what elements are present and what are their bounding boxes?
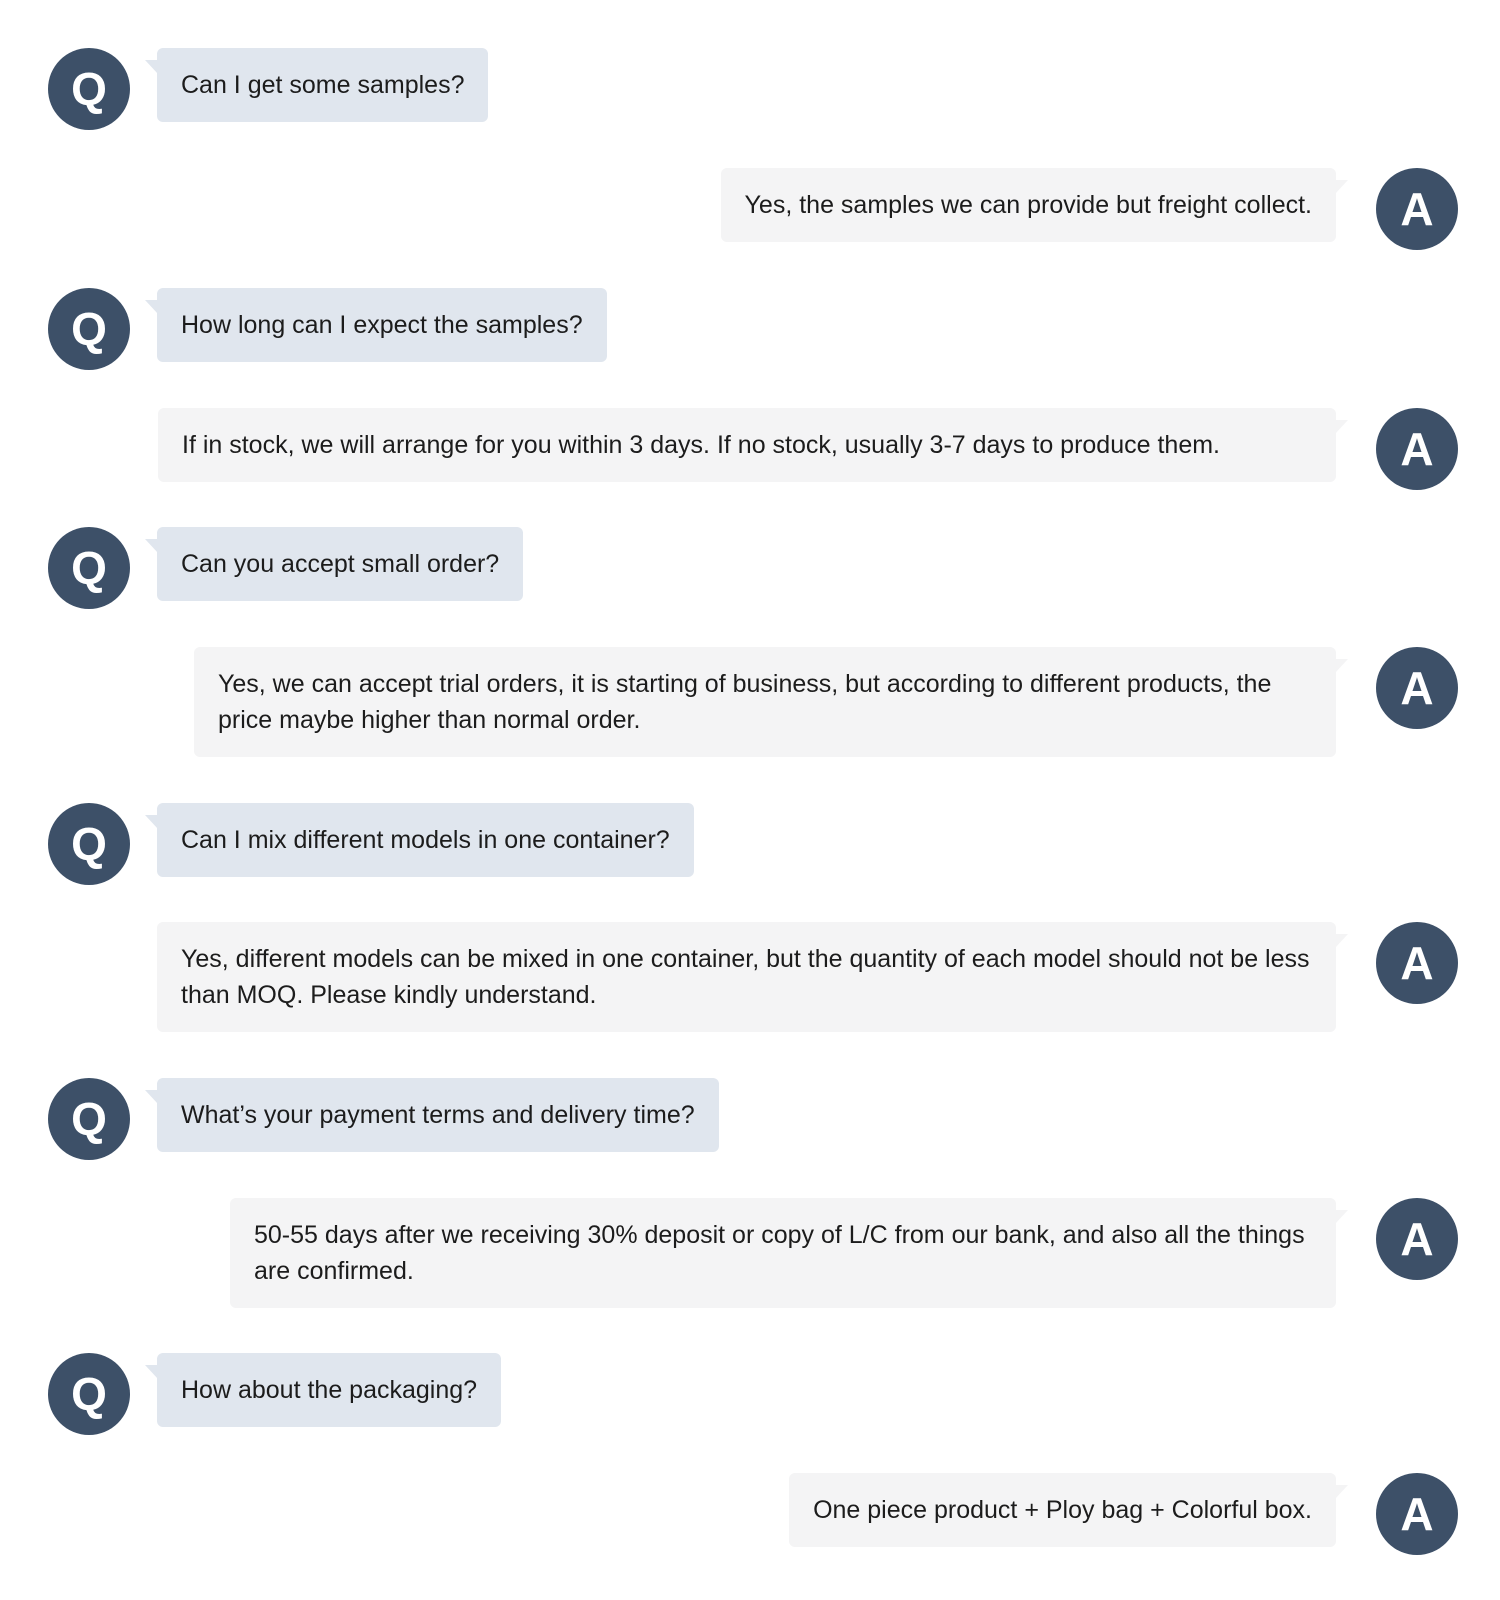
question-avatar: Q xyxy=(48,1078,130,1160)
answer-avatar: A xyxy=(1376,408,1458,490)
question-avatar: Q xyxy=(48,288,130,370)
question-bubble: Can you accept small order? xyxy=(157,527,523,601)
answer-avatar: A xyxy=(1376,647,1458,729)
question-bubble: Can I mix different models in one container? xyxy=(157,803,694,877)
question-avatar: Q xyxy=(48,527,130,609)
question-avatar: Q xyxy=(48,803,130,885)
answer-bubble: Yes, we can accept trial orders, it is starting of business, but according to different products, the price maybe higher than normal order. xyxy=(194,647,1336,757)
answer-bubble: Yes, different models can be mixed in one container, but the quantity of each model should not be less than MOQ. Please kindly understand. xyxy=(157,922,1336,1032)
question-bubble: Can I get some samples? xyxy=(157,48,488,122)
answer-avatar: A xyxy=(1376,1473,1458,1555)
answer-bubble: One piece product + Ploy bag + Colorful box. xyxy=(789,1473,1336,1547)
question-bubble: How about the packaging? xyxy=(157,1353,501,1427)
answer-avatar: A xyxy=(1376,168,1458,250)
question-avatar: Q xyxy=(48,48,130,130)
question-avatar: Q xyxy=(48,1353,130,1435)
answer-avatar: A xyxy=(1376,1198,1458,1280)
answer-bubble: 50-55 days after we receiving 30% deposit or copy of L/C from our bank, and also all the things are confirmed. xyxy=(230,1198,1336,1308)
question-bubble: What’s your payment terms and delivery time? xyxy=(157,1078,719,1152)
answer-avatar: A xyxy=(1376,922,1458,1004)
question-bubble: How long can I expect the samples? xyxy=(157,288,607,362)
answer-bubble: If in stock, we will arrange for you within 3 days. If no stock, usually 3-7 days to produce them. xyxy=(158,408,1336,482)
answer-bubble: Yes, the samples we can provide but freight collect. xyxy=(721,168,1336,242)
